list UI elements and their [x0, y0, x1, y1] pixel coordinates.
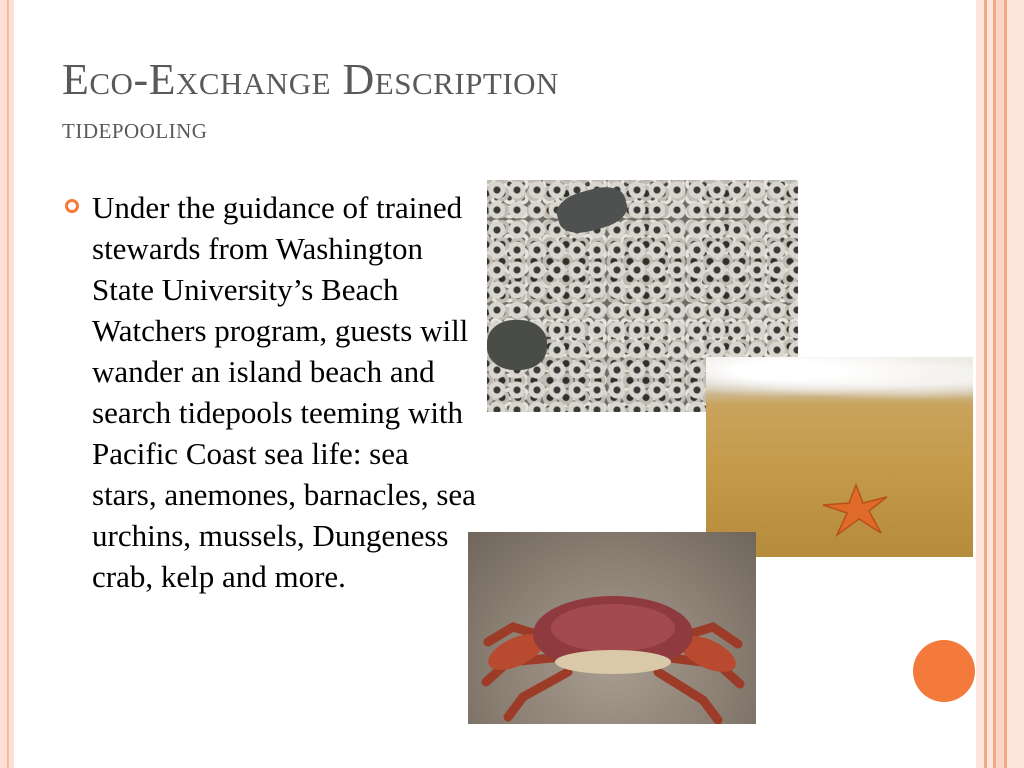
sea-star-icon: [811, 479, 901, 539]
right-border-band: [1007, 0, 1024, 768]
bullet-text: Under the guidance of trained stewards from Washington State University’s Beach Watchers program, guests will wander an island beach and search tidepools teeming with Pacific Coast sea life: sea stars, anemones, barnacles, sea urchins, mussels, Dungeness crab, kelp and more.: [92, 190, 476, 594]
crab-photo: [468, 532, 756, 724]
slide-title: Eco-Exchange Description: [62, 55, 559, 104]
rock-shape: [553, 182, 631, 239]
left-border-line: [7, 0, 9, 768]
right-border-band: [976, 0, 984, 768]
orange-circle-decoration: [913, 640, 975, 702]
right-border-band: [996, 0, 1004, 768]
wave-foam: [706, 357, 973, 402]
rock-shape: [487, 320, 547, 370]
slide-subtitle: tidepooling: [62, 112, 208, 145]
sea-star-photo: [706, 357, 973, 557]
hollow-circle-bullet-icon: [65, 199, 79, 213]
crab-icon: [468, 532, 756, 724]
